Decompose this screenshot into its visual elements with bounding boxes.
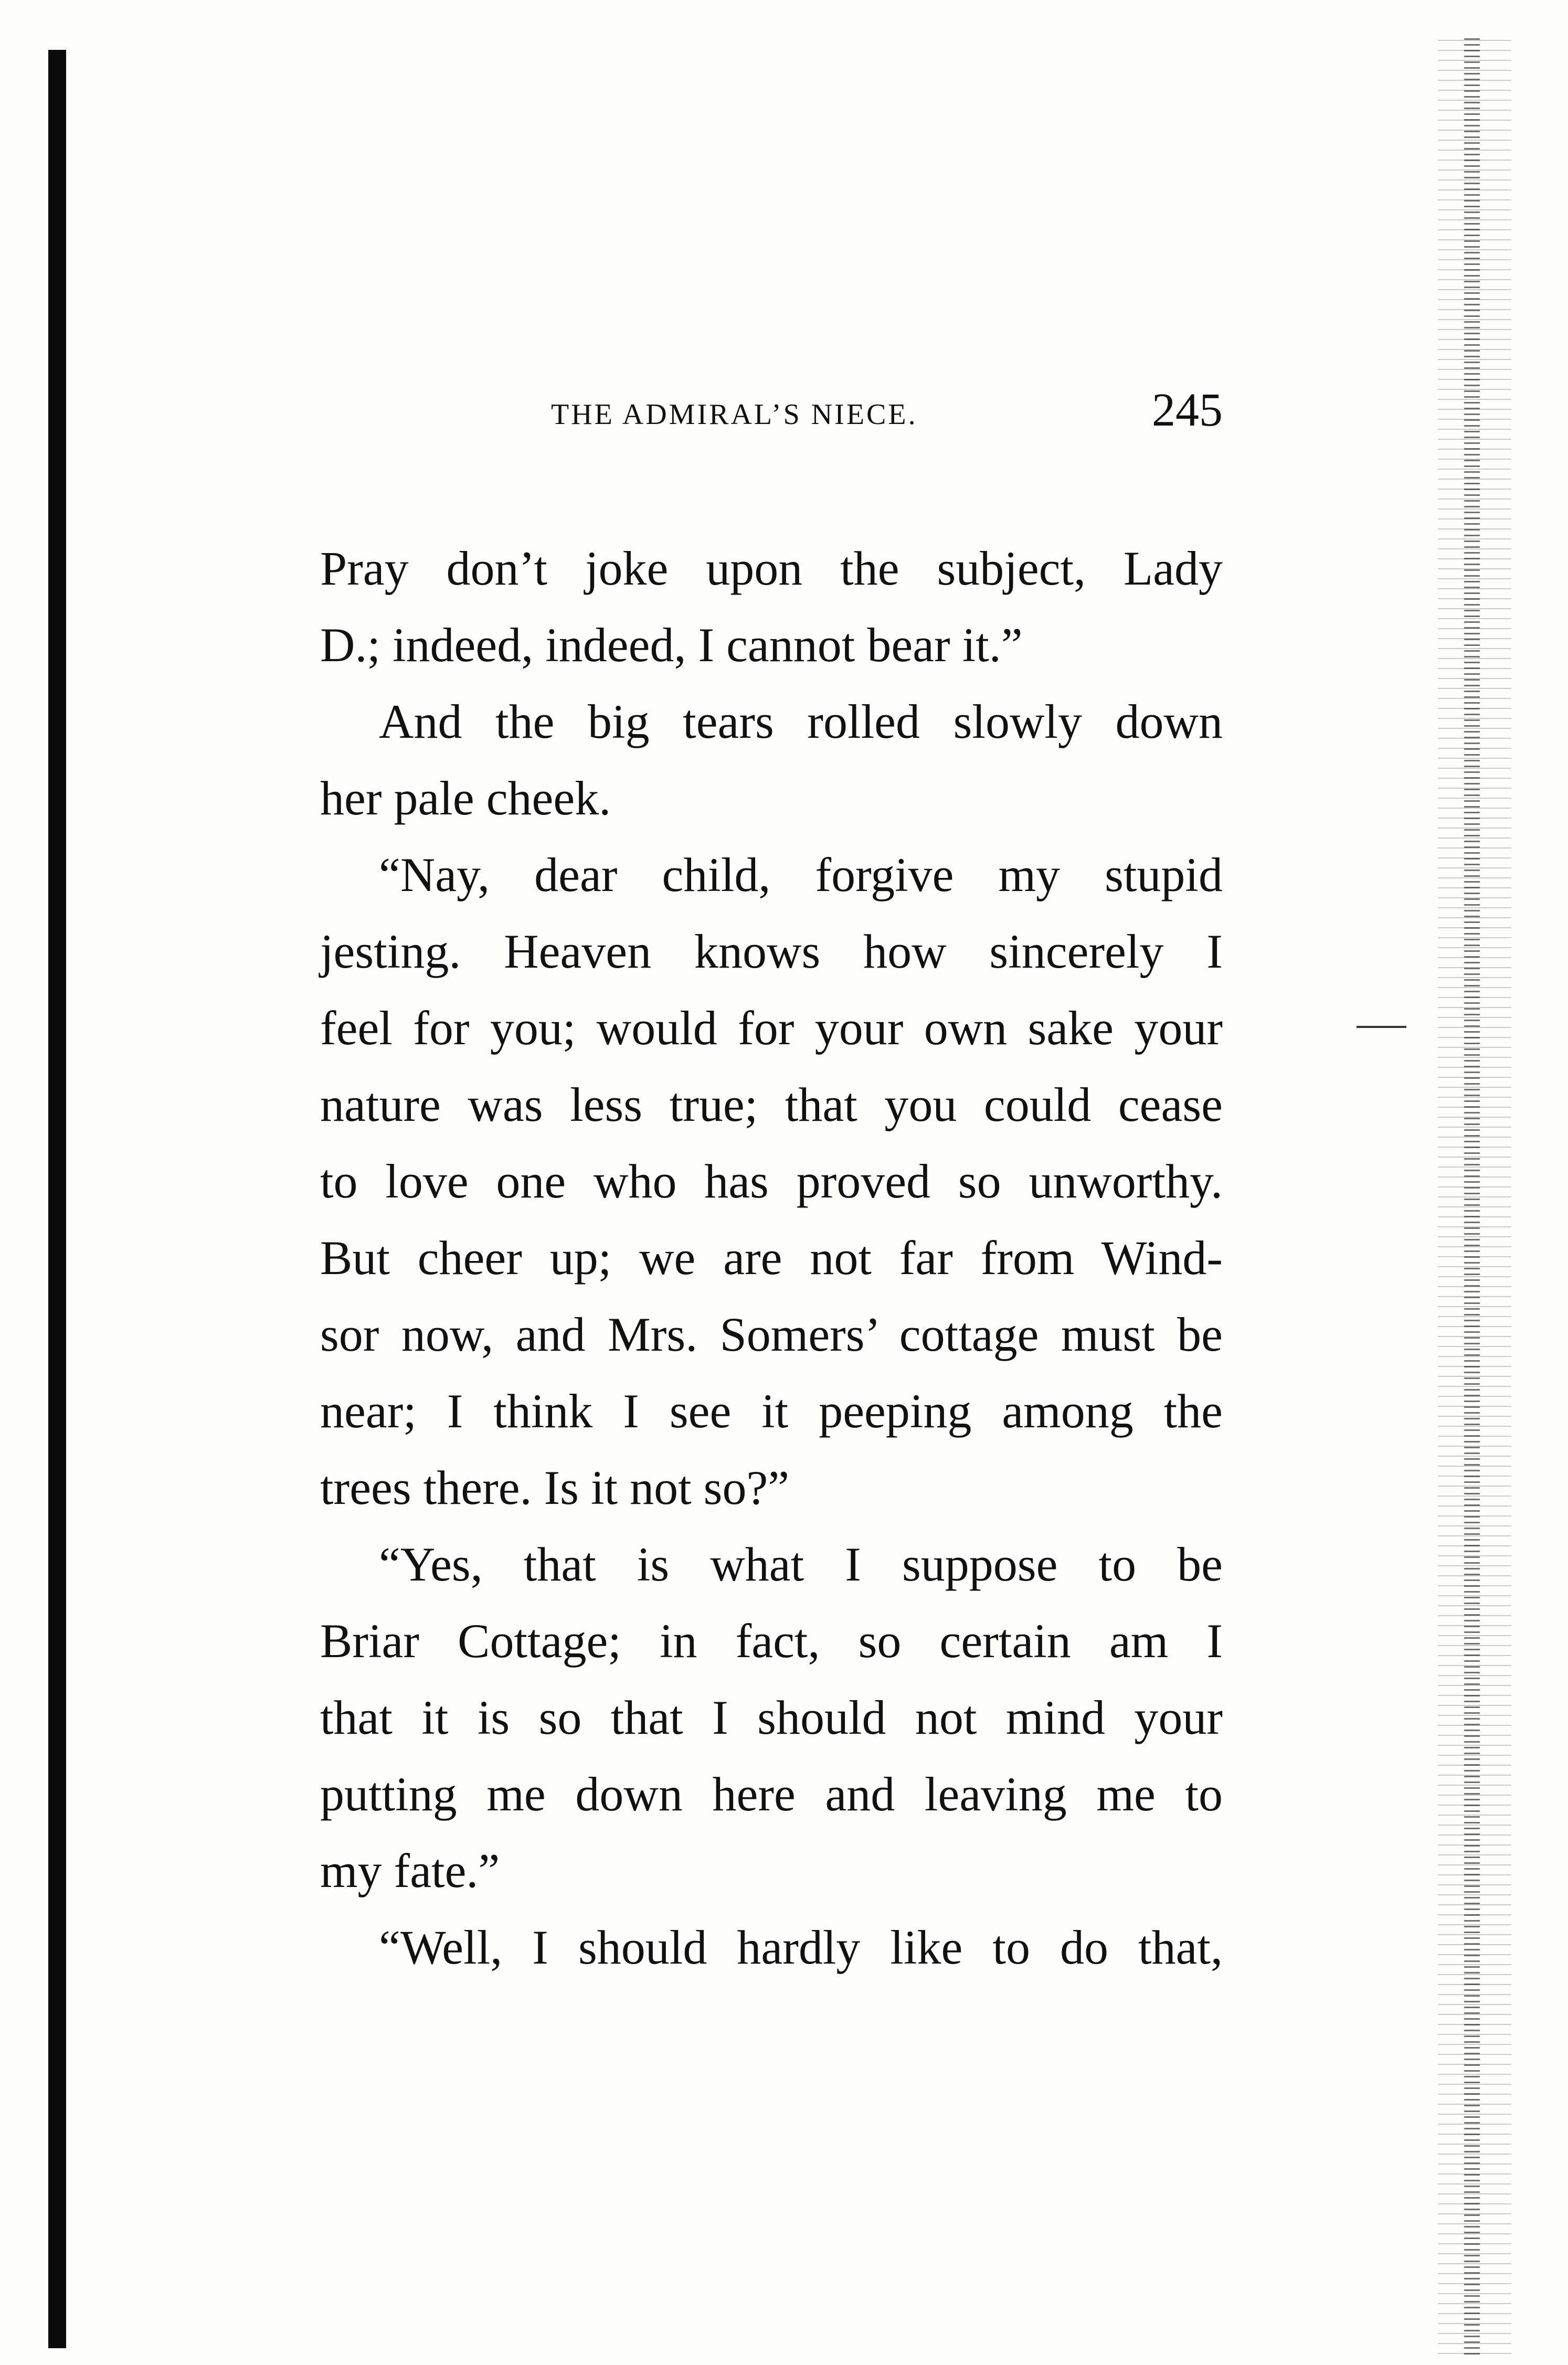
- text-line: But cheer up; we are not far from Wind-: [320, 1231, 1223, 1285]
- text-line: And the big tears rolled slowly down: [379, 695, 1223, 748]
- binding-shadow: [48, 50, 66, 2348]
- page-header: [320, 378, 1223, 436]
- text-line: to love one who has proved so unworthy.: [320, 1154, 1223, 1208]
- text-line: “Yes, that is what I suppose to be: [379, 1537, 1223, 1591]
- text-line: sor now, and Mrs. Somers’ cottage must be: [320, 1308, 1223, 1361]
- margin-mark: [1357, 1026, 1406, 1028]
- page-number: 245: [1152, 384, 1223, 436]
- paragraph: [320, 683, 1223, 836]
- running-head: THE ADMIRAL’S NIECE.: [551, 398, 918, 431]
- text-line: that it is so that I should not mind your: [320, 1691, 1223, 1744]
- body-text: [320, 530, 1223, 1986]
- text-line: Pray don’t joke upon the subject, Lady: [320, 542, 1223, 595]
- text-line: nature was less true; that you could cease: [320, 1078, 1223, 1131]
- text-line: “Well, I should hardly like to do that,: [379, 1921, 1223, 1974]
- text-line: “Nay, dear child, forgive my stupid: [379, 848, 1223, 902]
- text-line: Briar Cottage; in fact, so certain am I: [320, 1614, 1223, 1668]
- text-line: D.; indeed, indeed, I cannot bear it.”: [320, 618, 1023, 672]
- paragraph: [320, 1526, 1223, 1909]
- text-line: trees there. Is it not so?”: [320, 1461, 790, 1514]
- text-line: feel for you; would for your own sake your: [320, 1001, 1223, 1055]
- paragraph: [320, 836, 1223, 1526]
- paragraph: [320, 530, 1223, 683]
- text-line: near; I think I see it peeping among the: [320, 1384, 1223, 1438]
- paragraph: [320, 1909, 1223, 1986]
- text-line: jesting. Heaven knows how sincerely I: [320, 925, 1223, 978]
- text-line: putting me down here and leaving me to: [320, 1767, 1223, 1821]
- text-line: my fate.”: [320, 1844, 500, 1897]
- text-line: her pale cheek.: [320, 771, 611, 825]
- scanned-edge-texture-dense: [1464, 37, 1480, 2356]
